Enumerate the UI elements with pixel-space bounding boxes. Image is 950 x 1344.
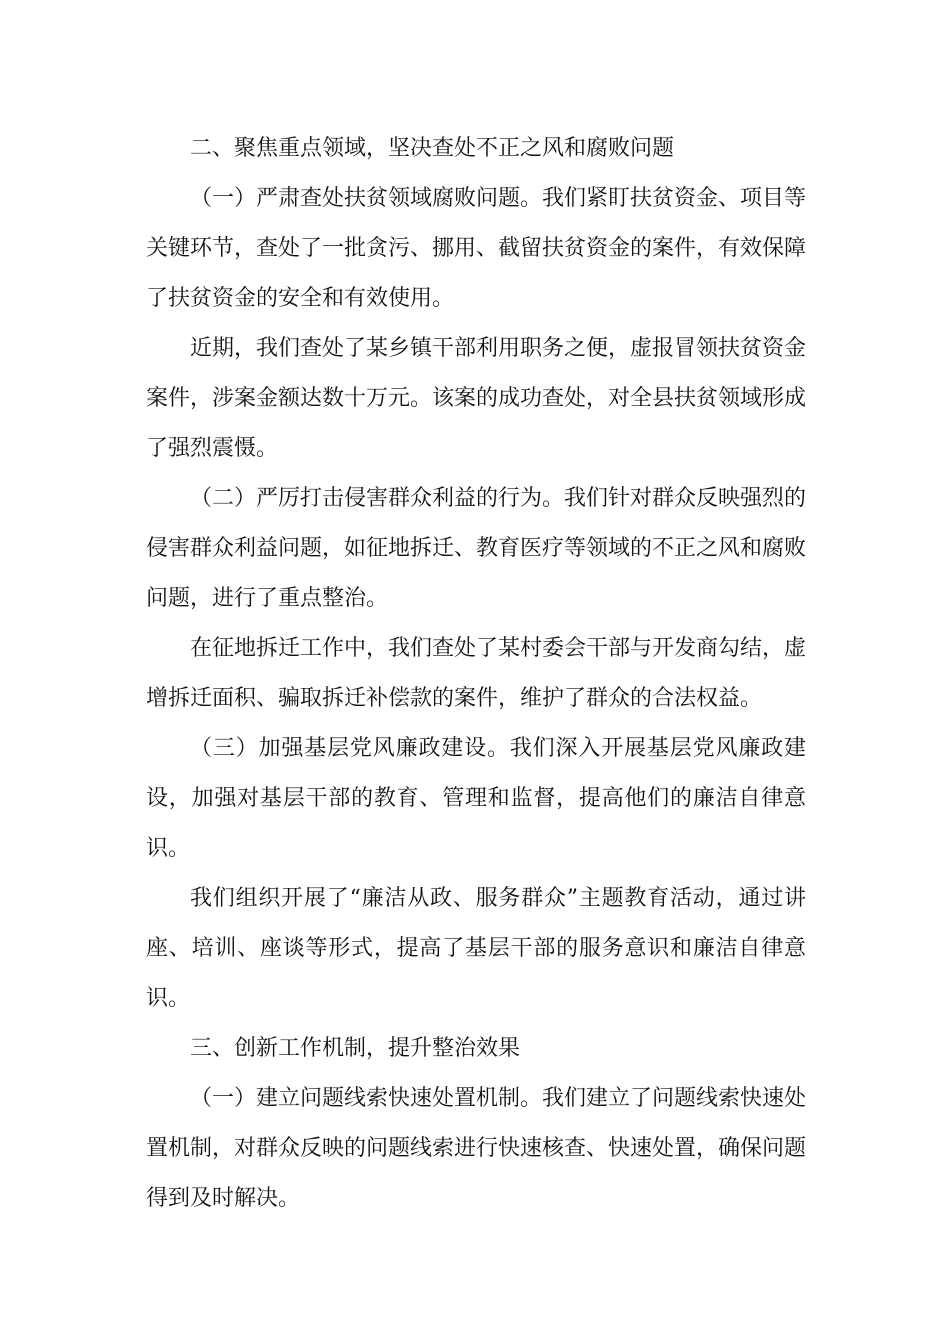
- body-paragraph: 我们组织开展了“廉洁从政、服务群众”主题教育活动，通过讲座、培训、座谈等形式，提高了基层干部的服务意识和廉洁自律意识。: [146, 886, 806, 1011]
- body-paragraph: （三）加强基层党风廉政建设。我们深入开展基层党风廉政建设，加强对基层干部的教育、管理和监督，提高他们的廉洁自律意识。: [146, 736, 806, 861]
- document-body: [146, 124, 806, 1224]
- body-paragraph: （一）建立问题线索快速处置机制。我们建立了问题线索快速处置机制，对群众反映的问题线索进行快速核查、快速处置，确保问题得到及时解决。: [146, 1086, 807, 1211]
- section-heading: 二、聚焦重点领域，坚决查处不正之风和腐败问题: [190, 136, 675, 161]
- body-paragraph: 近期，我们查处了某乡镇干部利用职务之便，虚报冒领扶贫资金案件，涉案金额达数十万元。该案的成功查处，对全县扶贫领域形成了强烈震慑。: [146, 336, 807, 461]
- body-paragraph: （二）严厉打击侵害群众利益的行为。我们针对群众反映强烈的侵害群众利益问题，如征地拆迁、教育医疗等领域的不正之风和腐败问题，进行了重点整治。: [146, 486, 807, 611]
- section-heading: 三、创新工作机制，提升整治效果: [190, 1036, 521, 1061]
- body-paragraph: 在征地拆迁工作中，我们查处了某村委会干部与开发商勾结，虚增拆迁面积、骗取拆迁补偿款的案件，维护了群众的合法权益。: [146, 636, 807, 711]
- body-paragraph: （一）严肃查处扶贫领域腐败问题。我们紧盯扶贫资金、项目等关键环节，查处了一批贪污、挪用、截留扶贫资金的案件，有效保障了扶贫资金的安全和有效使用。: [146, 186, 807, 311]
